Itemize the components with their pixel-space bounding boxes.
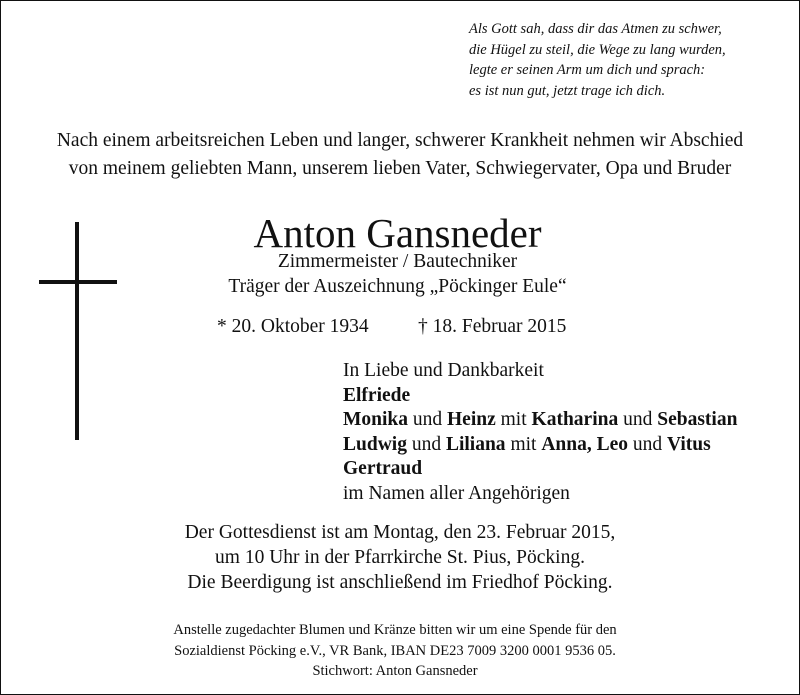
poem-line: legte er seinen Arm um dich und sprach: bbox=[469, 62, 706, 78]
mourner-name: Liliana bbox=[445, 433, 506, 455]
mourner-name: Elfriede bbox=[343, 384, 411, 406]
mourner-connector: und bbox=[618, 409, 658, 430]
deceased-name: Anton Gansneder bbox=[253, 210, 542, 256]
service-line: Die Beerdigung ist anschließend im Friedhof Pöcking. bbox=[187, 572, 613, 593]
mourners-block bbox=[343, 359, 737, 506]
service-info bbox=[0, 520, 800, 595]
mourner-connector: und bbox=[406, 433, 446, 455]
mourner-connector: mit bbox=[495, 409, 532, 430]
mourner-name: Katharina bbox=[531, 409, 619, 430]
intro-line: Nach einem arbeitsreichen Leben und langer, schwerer Krankheit nehmen wir Abschied bbox=[56, 130, 744, 151]
poem-line: die Hügel zu steil, die Wege zu lang wurden, bbox=[469, 41, 726, 58]
mourner-line bbox=[343, 384, 737, 409]
mourner-line bbox=[343, 457, 737, 482]
mourner-connector: und bbox=[408, 409, 448, 430]
birth-date: * 20. Oktober 1934 bbox=[217, 316, 369, 337]
deceased-profession: Zimmermeister / Bautechniker bbox=[277, 251, 518, 272]
poem bbox=[469, 19, 789, 101]
mourner-name: Anna, Leo bbox=[541, 433, 629, 455]
donation-line: Sozialdienst Pöcking e.V., VR Bank, IBAN DE23 7009 3200 0001 9536 05. bbox=[174, 642, 616, 659]
poem-line: Als Gott sah, dass dir das Atmen zu schwer, bbox=[469, 21, 722, 37]
donation-line: Anstelle zugedachter Blumen und Kränze bitten wir um eine Spende für den bbox=[173, 622, 617, 638]
intro-text bbox=[0, 127, 800, 183]
mourners-opening: In Liebe und Dankbarkeit bbox=[343, 360, 544, 381]
death-date: † 18. Februar 2015 bbox=[418, 316, 567, 337]
intro-line: von meinem geliebten Mann, unserem lieben Vater, Schwiegervater, Opa und Bruder bbox=[68, 158, 732, 179]
mourner-name: Vitus bbox=[667, 433, 711, 455]
mourner-name: Gertraud bbox=[343, 458, 423, 479]
service-line: um 10 Uhr in der Pfarrkirche St. Pius, Pöcking. bbox=[215, 547, 585, 568]
mourner-name: Sebastian bbox=[657, 409, 738, 430]
deceased-award: Träger der Auszeichnung „Pöckinger Eule“ bbox=[228, 276, 567, 297]
mourner-line bbox=[343, 408, 737, 433]
mourner-connector: mit bbox=[505, 433, 542, 455]
mourner-name: Monika bbox=[343, 409, 409, 430]
donation-info bbox=[0, 620, 790, 682]
mourner-line bbox=[343, 433, 737, 458]
mourner-name: Heinz bbox=[447, 409, 496, 430]
mourner-connector: und bbox=[628, 433, 668, 455]
poem-line: es ist nun gut, jetzt trage ich dich. bbox=[469, 82, 666, 99]
mourner-name: Ludwig bbox=[343, 433, 407, 455]
donation-line: Stichwort: Anton Gansneder bbox=[312, 663, 478, 679]
service-line: Der Gottesdienst ist am Montag, den 23. Februar 2015, bbox=[184, 522, 616, 543]
mourners-closing: im Namen aller Angehörigen bbox=[343, 482, 570, 504]
